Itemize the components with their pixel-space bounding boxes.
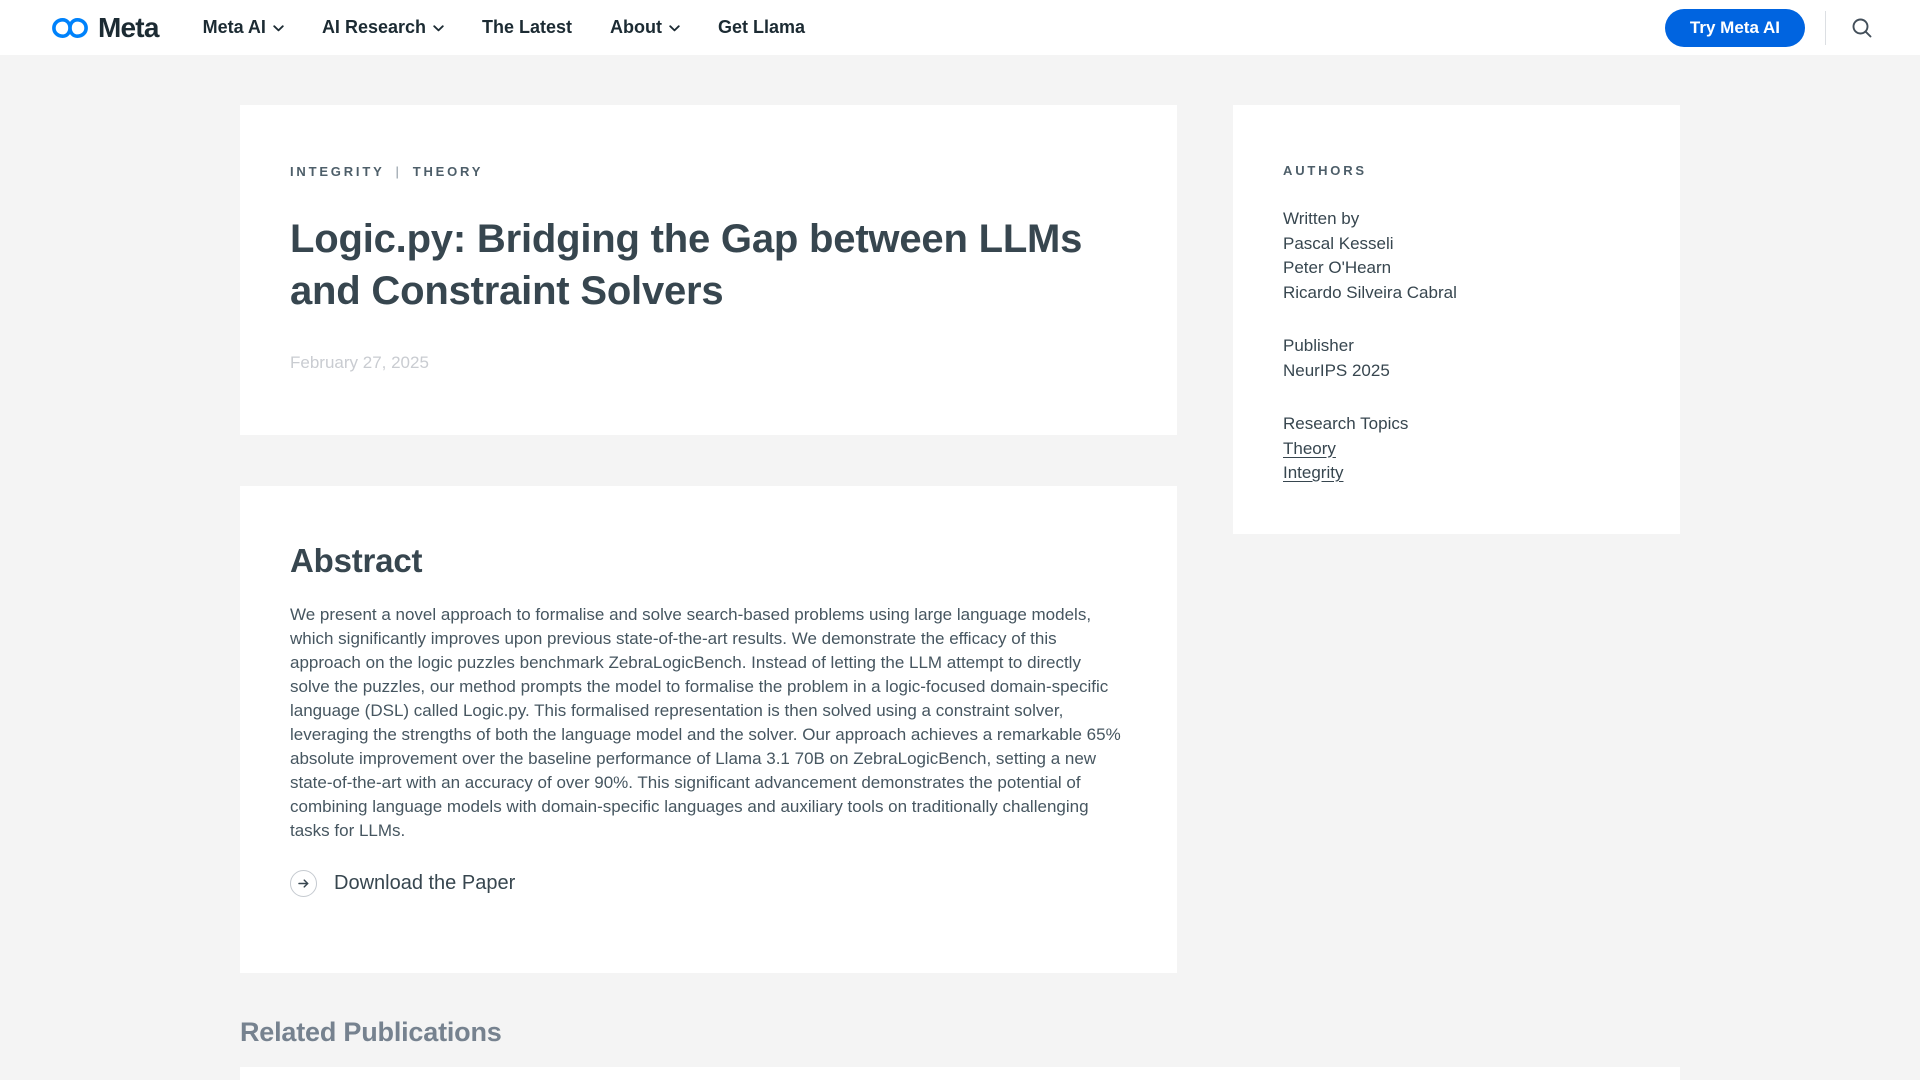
related-publications-card [240, 1067, 1680, 1080]
topic-link-theory[interactable]: Theory [1283, 438, 1336, 458]
meta-logo[interactable] [49, 12, 159, 44]
nav-right-section [1665, 9, 1878, 47]
search-button[interactable] [1846, 12, 1878, 44]
search-icon [1850, 16, 1874, 40]
publish-date: February 27, 2025 [290, 353, 429, 372]
download-paper-label: Download the Paper [334, 872, 516, 894]
nav-item-label: About [610, 17, 663, 37]
nav-item-label: AI Research [321, 17, 426, 37]
category-breadcrumb [290, 164, 1123, 179]
tag-separator: | [395, 164, 402, 179]
nav-item-ai-research[interactable] [322, 17, 444, 38]
tag-theory[interactable]: THEORY [412, 164, 484, 179]
chevron-down-icon [433, 25, 444, 32]
author-name: Ricardo Silveira Cabral [1283, 282, 1457, 302]
tag-integrity[interactable]: INTEGRITY [290, 164, 385, 179]
nav-item-label: Meta AI [202, 17, 266, 37]
author-name: Peter O'Hearn [1283, 258, 1392, 277]
publisher-value: NeurIPS 2025 [1283, 360, 1390, 380]
page-content [0, 55, 1920, 1080]
research-topics-label: Research Topics [1283, 414, 1409, 433]
nav-item-label: The Latest [482, 17, 573, 37]
nav-item-meta-ai[interactable] [203, 17, 284, 38]
written-by-group [1283, 207, 1640, 305]
research-topics-group [1283, 412, 1640, 486]
meta-infinity-icon [49, 16, 91, 40]
nav-item-label: Get Llama [718, 17, 806, 37]
author-name: Pascal Kesseli [1283, 233, 1394, 253]
arrow-right-icon [290, 870, 317, 897]
abstract-text: We present a novel approach to formalise and solve search-based problems using large language models, which significantly improves upon previous state-of-the-art results. We demonstrate the efficacy of this approach on the logic puzzles benchmark ZebraLogicBench. Instead of letting the LLM attempt to directly solve the puzzles, our method prompts the model to formalise the problem in a logic-focused domain-specific language (DSL) called Logic.py. This formalised representation is then solved using a constraint solver, leveraging the strengths of both the language model and the solver. Our approach achieves a remarkable 65% absolute improvement over the baseline performance of Llama 3.1 70B on ZebraLogicBench, setting a new state-of-the-art with an accuracy of over 90%. This significant advancement demonstrates the potential of combining language models with domain-specific languages and auxiliary tools on traditionally challenging tasks for LLMs. [290, 605, 1121, 840]
nav-item-about[interactable] [610, 17, 680, 38]
chevron-down-icon [669, 25, 680, 32]
publisher-label: Publisher [1283, 336, 1354, 355]
related-publications-heading: Related Publications [240, 1017, 502, 1047]
chevron-down-icon [273, 25, 284, 32]
nav-item-the-latest[interactable] [482, 17, 572, 38]
meta-wordmark: Meta [98, 11, 159, 43]
article-header-card [240, 105, 1177, 435]
authors-heading: AUTHORS [1283, 163, 1367, 178]
page-title: Logic.py: Bridging the Gap between LLMs and Constraint Solvers [290, 217, 1083, 313]
publisher-group [1283, 334, 1640, 383]
download-paper-link[interactable] [290, 870, 515, 897]
nav-item-get-llama[interactable] [718, 17, 805, 38]
written-by-label: Written by [1283, 209, 1360, 228]
try-meta-ai-button[interactable]: Try Meta AI [1665, 9, 1805, 47]
abstract-card [240, 486, 1177, 973]
top-nav [0, 0, 1920, 55]
authors-card [1233, 105, 1680, 534]
nav-divider [1825, 11, 1826, 45]
topic-link-integrity[interactable]: Integrity [1283, 463, 1344, 482]
main-nav-links [203, 17, 805, 38]
abstract-heading: Abstract [290, 542, 423, 579]
